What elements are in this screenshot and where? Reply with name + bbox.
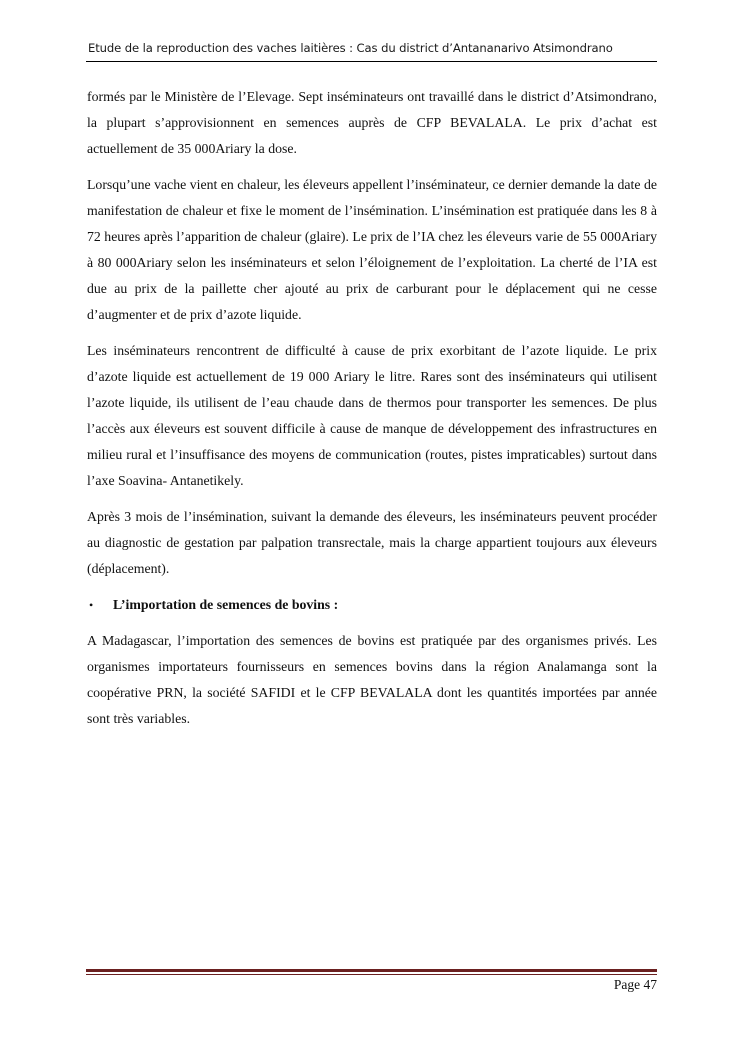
header-divider — [86, 61, 657, 62]
paragraph-nitrogen-difficulty: Les inséminateurs rencontrent de difficulté à cause de prix exorbitant de l’azote liquide. Le prix d’azote liquide est actuellement de 19 000 Ariary le litre. Rares sont des inséminateurs qui utilisent l’azote liquide, ils utilisent de l’eau chaude dans de thermos pour transporter les semences. De plus l’accès aux éleveurs est souvent difficile à cause de manque de développement des infrastructures en milieu rural et l’insuffisance des moyens de communication (routes, pistes impraticables) surtout dans l’axe Soavina- Antanetikely. — [87, 343, 657, 488]
document-body — [87, 84, 657, 742]
paragraph-inseminators-training: formés par le Ministère de l’Elevage. Sept inséminateurs ont travaillé dans le district d’Atsimondrano, la plupart s’approvisionnent en semences auprès de CFP BEVALALA. Le prix d’achat est actuellement de 35 000Ariary la dose. — [87, 89, 657, 156]
footer-divider-thick — [86, 969, 657, 972]
paragraph-semen-import: A Madagascar, l’importation des semences de bovins est pratiquée par des organismes privés. Les organismes importateurs fournisseurs en semences bovins dans la région Analamanga sont la coopérative PRN, la société SAFIDI et le CFP BEVALALA dont les quantités importées par année sont très variables. — [87, 633, 657, 726]
paragraph-insemination-process: Lorsqu’une vache vient en chaleur, les éleveurs appellent l’inséminateur, ce dernier demande la date de manifestation de chaleur et fixe le moment de l’insémination. L’insémination est pratiquée dans les 8 à 72 heures après l’apparition de chaleur (glaire). Le prix de l’IA chez les éleveurs varie de 55 000Ariary à 80 000Ariary selon les inséminateurs et selon l’éloignement de l’exploitation. La cherté de l’IA est due au prix de la paillette cher ajouté au prix de carburant pour le déplacement qui ne cesse d’augmenter et de prix d’azote liquide. — [87, 177, 657, 322]
page-number: Page 47 — [613, 977, 657, 992]
bullet-heading: L’importation de semences de bovins : — [113, 597, 339, 612]
bullet-icon: • — [89, 598, 94, 612]
paragraph-gestation-diagnosis: Après 3 mois de l’insémination, suivant la demande des éleveurs, les inséminateurs peuvent procéder au diagnostic de gestation par palpation transrectale, mais la charge appartient toujours aux éleveurs (déplacement). — [87, 509, 657, 576]
running-header: Etude de la reproduction des vaches laitières : Cas du district d’Antananarivo Atsimondrano — [88, 41, 613, 55]
footer-divider-thin — [86, 974, 657, 975]
section-heading-import — [87, 592, 657, 618]
